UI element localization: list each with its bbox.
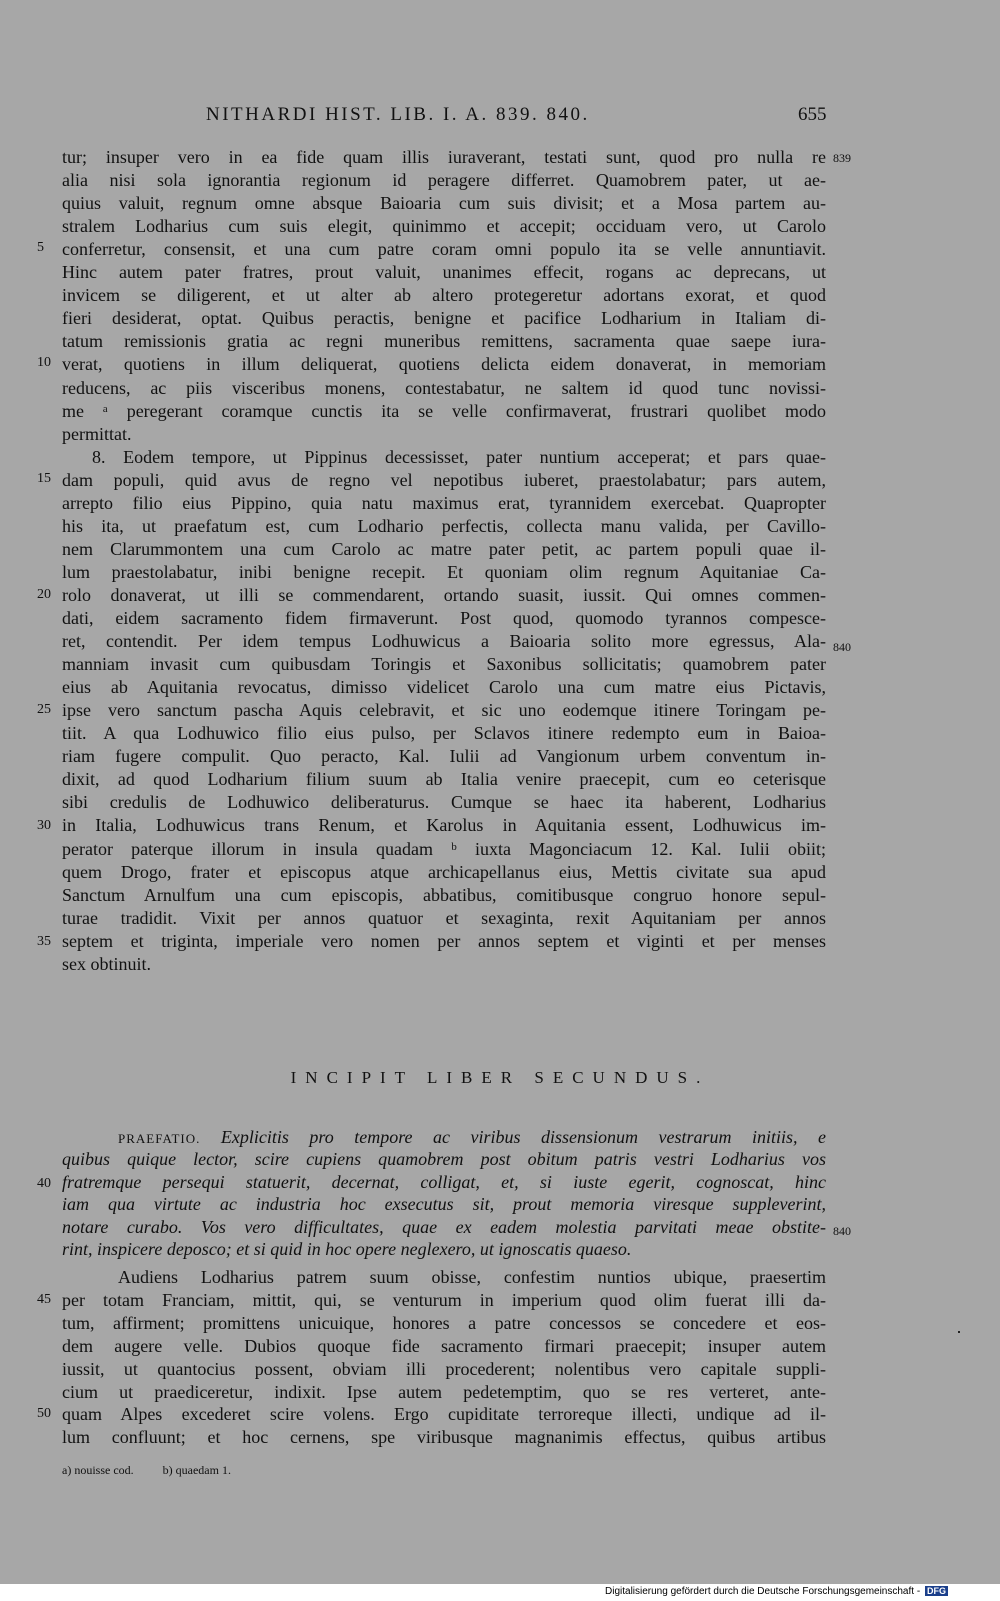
body-line: dati, eidem sacramento fidem firmaverunt. Post quod, quomodo tyrannos compesce- [62, 608, 826, 628]
body-line: invicem se diligerent, et ut alter ab altero protegeretur adortans exorat, et quod [62, 285, 826, 305]
margin-year: 840 [833, 640, 851, 654]
body-line: lum praestolabatur, inibi benigne recepit. Et quoniam olim regnum Aquitaniae Ca- [62, 562, 826, 582]
body-line: arrepto filio eius Pippino, quia natu maximus erat, tyrannidem exercebat. Quapropter [62, 493, 826, 513]
line-number: 25 [37, 702, 51, 717]
body-line: riam fugere compulit. Quo peracto, Kal. Iulii ad Vangionum urbem conventum in- [62, 746, 826, 766]
praefatio-line: rint, inspicere deposco; et si quid in hoc opere neglexero, ut ignoscatis quaeso. [62, 1239, 632, 1259]
body-line: nem Clarummontem una cum Carolo ac matre pater petit, ac partem populi quae il- [62, 539, 826, 559]
body-line: ret, contendit. Per idem tempus Lodhuwicus a Baioaria solito more egressus, Ala- [62, 631, 826, 651]
line-number: 10 [37, 355, 51, 370]
body-line: quius valuit, regnum omne absque Baioaria cum suis divisit; et a Mosa partem au- [62, 193, 826, 213]
body-line: perator paterque illorum in insula quadam ᵇ iuxta Magonciacum 12. Kal. Iulii obiit; [62, 839, 826, 859]
body-line: quam Alpes excederet scire volens. Ergo cupiditate terroreque illecti, undique ad il- [62, 1404, 826, 1424]
credit-text: Digitalisierung gefördert durch die Deutsche Forschungsgemeinschaft - [605, 1586, 921, 1597]
body-line: tiit. A qua Lodhuwico filio eius pulso, per Sclavos itinere redempto eum in Baioa- [62, 723, 826, 743]
praefatio-text: Explicitis pro tempore ac viribus dissensionum vestrarum initiis, e [220, 1127, 827, 1147]
body-line: tur; insuper vero in ea fide quam illis iuraverant, testati sunt, quod pro nulla re [62, 147, 826, 167]
scan-speck [958, 1331, 960, 1333]
margin-year: 840 [833, 1224, 851, 1238]
footnote-b: b) quaedam 1. [162, 1463, 231, 1477]
body-line: dixit, ad quod Lodharium filium suum ab Italia venire praecepit, cum eo ceterisque [62, 769, 826, 789]
praefatio-line [62, 1126, 826, 1150]
body-line: per totam Franciam, mittit, qui, se venturum in imperium quod olim fuerat illi da- [62, 1290, 826, 1310]
line-number: 5 [37, 240, 44, 255]
dfg-logo: DFG [926, 1586, 946, 1596]
body-line: sibi credulis de Lodhuwico deliberaturus. Cumque se haec ita haberent, Lodharius [62, 792, 826, 812]
body-line: tum, affirment; promittens unicuique, honores a patre concessos se concedere et eos- [62, 1313, 826, 1333]
line-number: 40 [37, 1176, 51, 1191]
body-line: sex obtinuit. [62, 954, 151, 974]
page-number: 655 [798, 104, 827, 125]
body-line: septem et triginta, imperiale vero nomen per annos septem et viginti et per menses [62, 931, 826, 951]
body-line: me ᵃ peregerant coramque cunctis ita se velle confirmaverat, frustrari quolibet modo [62, 401, 826, 421]
body-line: iussit, ut quantocius possent, obviam illi procederent; nolentibus vero capitale suppli- [62, 1359, 826, 1379]
praefatio-line: notare curabo. Vos vero difficultates, quae ex eadem molestia parvitati meae obstite- [62, 1217, 826, 1237]
margin-year: 839 [833, 151, 851, 165]
body-line: in Italia, Lodhuwicus trans Renum, et Karolus in Aquitania essent, Lodhuwicus im- [62, 815, 826, 835]
line-number: 35 [37, 934, 51, 949]
body-line: dem augere velle. Dubios quoque fide sacramento firmari praecepit; insuper autem [62, 1336, 826, 1356]
line-number: 30 [37, 818, 51, 833]
running-title: NITHARDI HIST. LIB. I. A. 839. 840. [206, 104, 590, 125]
praefatio-line: fratremque persequi statuerit, decernat, colligat, et, si iuste egerit, cognoscat, hinc [62, 1172, 826, 1192]
line-number: 50 [37, 1406, 51, 1421]
body-line: rolo donaverat, ut illi se commendarent, ortando suasit, iussit. Qui omnes commen- [62, 585, 826, 605]
body-line: Hinc autem pater fratres, prout valuit, unanimes effecit, rogans ac deprecans, ut [62, 262, 826, 282]
body-line: Sanctum Arnulfum una cum episcopis, abbatibus, comitibusque congruo honore sepul- [62, 885, 826, 905]
body-line: 8. Eodem tempore, ut Pippinus decessisset, pater nuntium acceperat; et pars quae- [92, 447, 826, 467]
body-line: lum confluunt; et hoc cernens, spe viribusque magnanimis effectus, quibus artibus [62, 1427, 826, 1447]
praefatio-label: PRAEFATIO. [118, 1131, 201, 1146]
section-title: INCIPIT LIBER SECUNDUS. [290, 1068, 710, 1087]
footnotes [62, 1463, 257, 1478]
body-line: ipse vero sanctum pascha Aquis celebravit, et sic uno eodemque itinere Toringam pe- [62, 700, 826, 720]
praefatio-line: iam qua virtute ac industria hoc exsecutus sit, prout memoria viresque suppleverint, [62, 1194, 826, 1214]
body-line: cium ut praediceretur, indixit. Ipse autem pedetemptim, quo se res verteret, ante- [62, 1382, 826, 1402]
body-line: tatum remissionis gratia ac regni muneribus remittens, sacramenta quae saepe iura- [62, 331, 826, 351]
body-line: conferretur, consensit, et una cum patre coram omni populo ita se velle annuntiavit. [62, 239, 826, 259]
body-line: quem Drogo, frater et episcopus atque archicapellanus eius, Mettis civitate sua apud [62, 862, 826, 882]
line-number: 15 [37, 471, 51, 486]
body-line: reducens, ac piis visceribus monens, contestabatur, ne saltem id quod tunc novissi- [62, 378, 826, 398]
body-line: fieri desiderat, optat. Quibus peractis, benigne et pacifice Lodharium in Italiam di- [62, 308, 826, 328]
body-line: Audiens Lodharius patrem suum obisse, confestim nuntios ubique, praesertim [118, 1267, 826, 1287]
footnote-a: a) nouisse cod. [62, 1463, 134, 1477]
body-line: turae tradidit. Vixit per annos quatuor et sexaginta, rexit Aquitaniam per annos [62, 908, 826, 928]
body-line: manniam invasit cum quibusdam Toringis et Saxonibus sollicitatis; quamobrem pater [62, 654, 826, 674]
body-line: verat, quotiens in illum deliquerat, quotiens delicta eidem donaverat, in memoriam [62, 354, 826, 374]
body-line: permittat. [62, 424, 132, 444]
body-line: alia nisi sola ignorantia regionum id peragere differret. Quamobrem pater, ut ae- [62, 170, 826, 190]
body-line: eius ab Aquitania revocatus, dimisso videlicet Carolo una cum matre eius Pictavis, [62, 677, 826, 697]
line-number: 45 [37, 1292, 51, 1307]
line-number: 20 [37, 587, 51, 602]
body-line: his ita, ut praefatum est, cum Lodhario perfectis, collecta manu valida, per Cavillo- [62, 516, 826, 536]
digitization-credit [605, 1586, 948, 1597]
body-line: dam populi, quid avus de regno vel nepotibus iuberet, praestolabatur; pars autem, [62, 470, 826, 490]
praefatio-line: quibus quique lector, scire cupiens quamobrem post obitum patris vestri Lodharius vos [62, 1149, 826, 1169]
body-line: stralem Lodharius cum suis elegit, quinimmo et accepit; occiduam vero, ut Carolo [62, 216, 826, 236]
